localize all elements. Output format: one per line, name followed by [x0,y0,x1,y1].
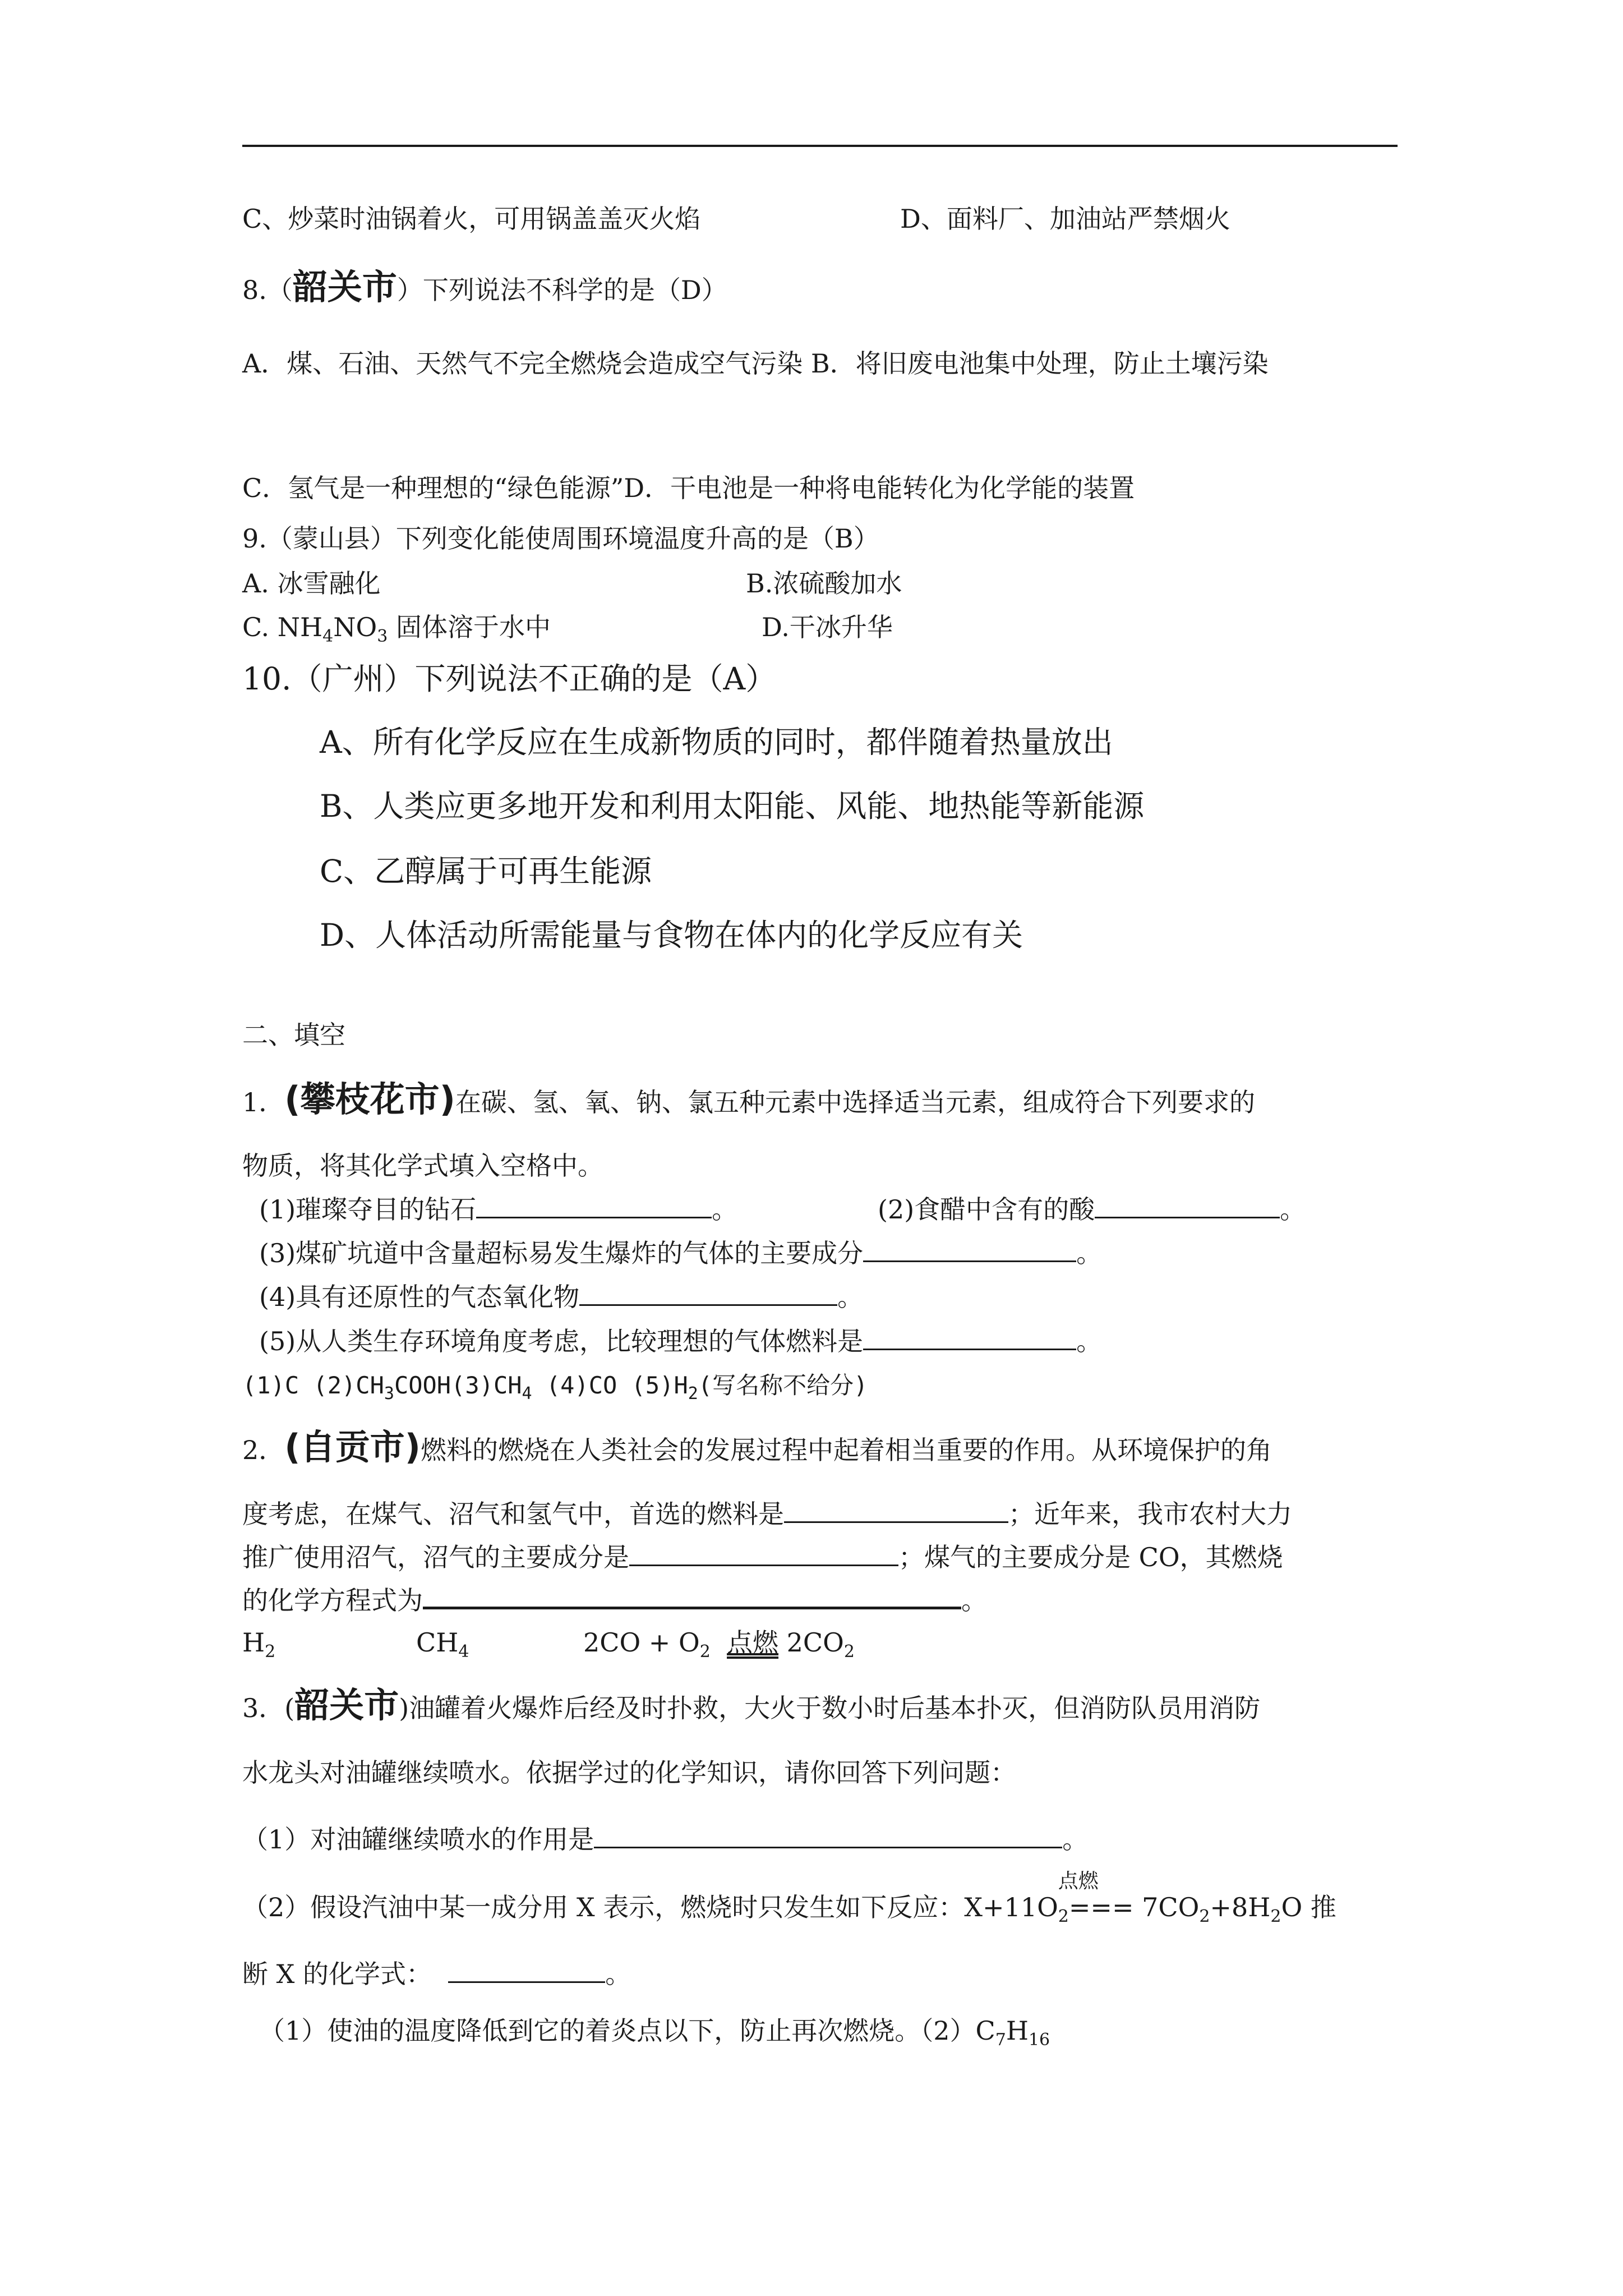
header-rule [242,145,1398,147]
blank[interactable] [863,1324,1076,1350]
q8-options-cd: C．氢气是一种理想的“绿色能源”D．干电池是一种将电能转化为化学能的装置 [242,473,1135,503]
f3-city: 韶关市 [294,1685,399,1726]
blank[interactable] [423,1582,961,1609]
f1-answer: (1)C $(2)CH_3COOH(3)CH_4$ (4)CO $(5)H_2$(写名称不给分) [242,1372,868,1404]
q9-option-a: A. 冰雪融化 [242,568,381,599]
blank[interactable] [476,1192,712,1218]
f2-answer-3: $2CO + O_2$ 点燃 $2CO_2$ [583,1627,855,1662]
q9-option-d: D.干冰升华 [762,612,893,642]
q7-option-d: D、面料厂、加油站严禁烟火 [900,204,1230,234]
f1-stem-line1: 1．(攀枝花市)在碳、氢、氧、钠、氯五种元素中选择适当元素，组成符合下列要求的 [242,1079,1255,1120]
f3-answer: （1）使油的温度降低到它的着炎点以下，防止再次燃烧。$(2)C_7H_{16}$ [259,2016,1050,2050]
q9-option-b: B.浓硫酸加水 [746,568,902,599]
f1-item-1: (1)璀璨夺目的钻石 。 [259,1192,737,1226]
q9-option-c: C. $NH_4NO_3$ 固体溶于水中 [242,612,551,646]
q7-option-c: C、炒菜时油锅着火，可用锅盖盖灭火焰 [242,204,701,234]
f2-line-4: 的化学方程式为 。 [242,1582,987,1617]
f3-line-1: 3．(韶关市)油罐着火爆炸后经及时扑救，大火于数小时后基本扑灭，但消防队员用消防 [242,1685,1261,1726]
blank[interactable] [1095,1192,1280,1218]
reaction-arrow: 点燃 $_2$=== [1058,1870,1134,1926]
f1-city: (攀枝花市) [284,1079,455,1120]
f2-line-1: 2．(自贡市)燃料的燃烧在人类社会的发展过程中起着相当重要的作用。从环境保护的角 [242,1427,1272,1467]
f3-line-2: 水龙头对油罐继续喷水。依据学过的化学知识，请你回答下列问题： [242,1757,1016,1788]
q9-stem: 9.（蒙山县）下列变化能使周围环境温度升高的是（B） [242,523,879,554]
blank[interactable] [594,1822,1062,1848]
blank[interactable] [448,1957,605,1983]
section-title: 二、填空 [242,1020,345,1050]
q8-options-ab: A．煤、石油、天然气不完全燃烧会造成空气污染 B．将旧废电池集中处理，防止土壤污染 [242,348,1269,379]
blank[interactable] [579,1280,837,1306]
reaction-condition: 点燃 [727,1627,779,1658]
f1-stem-line2: 物质，将其化学式填入空格中。 [242,1151,603,1181]
f1-item-4: (4)具有还原性的气态氧化物 。 [259,1280,863,1314]
q8-city: 韶关市 [292,266,397,307]
q10-option-a: A、所有化学反应在生成新物质的同时，都伴随着热量放出 [320,724,1113,760]
blank[interactable] [784,1497,1008,1523]
f3-question-1: （1）对油罐继续喷水的作用是 。 [242,1822,1088,1856]
f1-item-2: (2)食醋中含有的酸 。 [878,1192,1306,1226]
blank[interactable] [629,1540,898,1566]
f2-city: (自贡市) [284,1427,421,1467]
f2-answer-1: $H_2$ [242,1627,276,1662]
f2-answer-2: $CH_4$ [416,1627,469,1662]
q10-option-b: B、人类应更多地开发和利用太阳能、风能、地热能等新能源 [320,788,1145,824]
q10-stem: 10.（广州）下列说法不正确的是（A） [242,661,777,697]
f2-line-3: 推广使用沼气，沼气的主要成分是 ；煤气的主要成分是 CO，其燃烧 [242,1540,1283,1574]
f3-question-2: （2）假设汽油中某一成分用 X 表示，燃烧时只发生如下反应：X+11O 点燃 $_2=== 7CO_2+8H_2O$ 推 [242,1870,1336,1926]
q8-stem: 8.（韶关市）下列说法不科学的是（D） [242,266,727,307]
f1-item-5: (5)从人类生存环境角度考虑，比较理想的气体燃料是 。 [259,1324,1102,1358]
q10-option-d: D、人体活动所需能量与食物在体内的化学反应有关 [320,917,1023,953]
f3-question-2-cont: 断 X 的化学式： 。 [242,1957,631,1991]
blank[interactable] [863,1236,1076,1262]
q10-option-c: C、乙醇属于可再生能源 [320,853,652,889]
f2-line-2: 度考虑，在煤气、沼气和氢气中，首选的燃料是 ；近年来，我市农村大力 [242,1497,1292,1531]
f1-item-3: (3)煤矿坑道中含量超标易发生爆炸的气体的主要成分 。 [259,1236,1102,1270]
